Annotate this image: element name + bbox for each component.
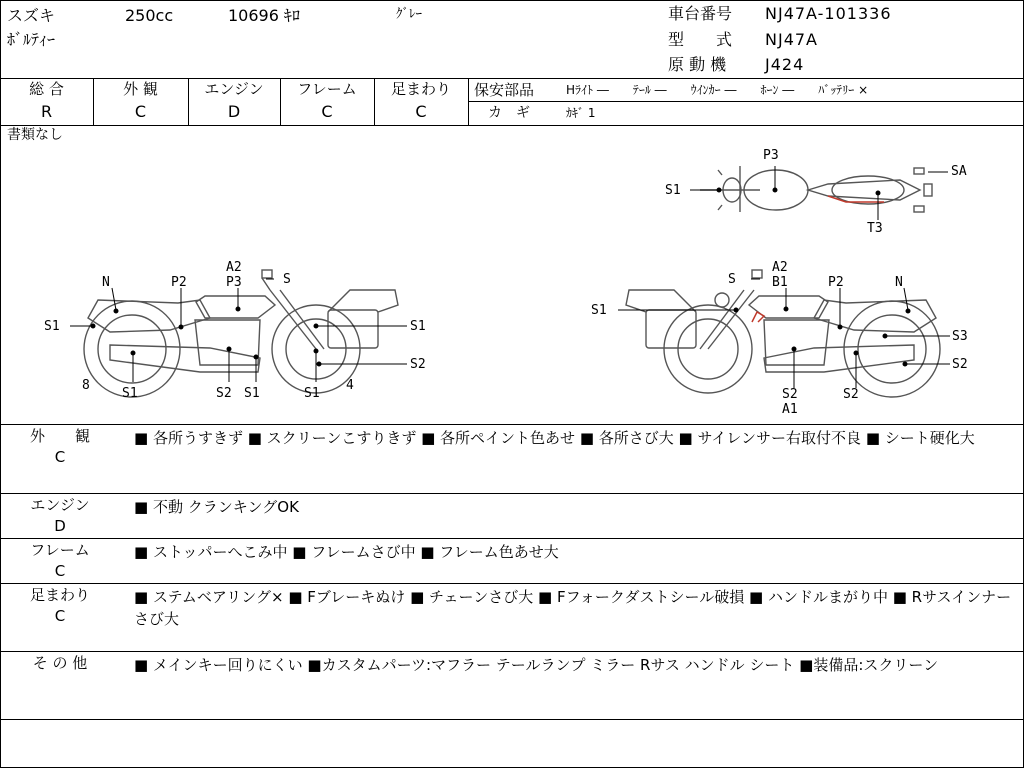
rating-label-exterior: 外 観 xyxy=(123,80,158,98)
displacement: 250cc xyxy=(125,6,174,25)
section-grade-engine: D xyxy=(54,517,66,535)
divider xyxy=(0,493,1023,494)
diagram-label: S xyxy=(728,272,736,287)
section-title-engine: エンジン xyxy=(30,496,90,514)
diagram-label: 8 xyxy=(82,378,90,393)
rating-label-overall: 総 合 xyxy=(29,80,64,98)
diagram-label: B1 xyxy=(772,275,788,290)
diagram-label: N xyxy=(102,275,110,290)
section-text-exterior: ■ 各所うすきず ■ スクリーンこすりきず ■ 各所ペイント色あせ ■ 各所さび大 ■ サイレンサー右取付不良 ■ シート硬化大 xyxy=(134,429,975,447)
rating-grade-engine: D xyxy=(227,102,241,121)
rating-grade-exterior: C xyxy=(134,102,147,121)
diagram-label: S2 xyxy=(410,357,426,372)
model-name: ﾎﾞﾙﾃｨｰ xyxy=(7,30,56,49)
divider xyxy=(0,651,1023,652)
key-label: カ ギ xyxy=(488,105,530,121)
key-value: ｶｷﾞ 1 xyxy=(566,106,596,120)
section-title-suspension: 足まわり xyxy=(29,586,90,604)
diagram-label: 4 xyxy=(346,378,354,393)
rating-grade-overall: R xyxy=(40,102,53,121)
section-grade-exterior: C xyxy=(54,448,66,466)
rating-grade-suspension: C xyxy=(415,102,427,121)
rating-label-frame: フレーム xyxy=(297,80,357,98)
divider xyxy=(0,719,1023,720)
diagram-label: S1 xyxy=(591,303,607,318)
divider xyxy=(0,424,1023,425)
section-text-other: ■ メインキー回りにくい ■カスタムパーツ:マフラー テールランプ ミラー Rサス ハンドル シート ■装備品:スクリーン xyxy=(134,656,939,674)
type-value: NJ47A xyxy=(765,30,818,49)
safety-title: 保安部品 xyxy=(474,81,535,99)
documents-note: 書類なし xyxy=(7,127,63,143)
engine-label: 原 動 機 xyxy=(668,55,727,74)
section-title-frame: フレーム xyxy=(30,541,90,559)
diagram-label: S3 xyxy=(952,329,968,344)
section-text-engine: ■ 不動 クランキングOK xyxy=(134,498,299,516)
chassis-label: 車台番号 xyxy=(668,4,733,23)
diagram-label: A2 xyxy=(772,260,788,275)
section-grade-suspension: C xyxy=(54,607,66,625)
diagram-label: S2 xyxy=(216,386,232,401)
diagram-label: SA xyxy=(951,164,967,179)
engine-value: J424 xyxy=(765,55,805,74)
diagram-label: S1 xyxy=(122,386,138,401)
diagram-label: S1 xyxy=(410,319,426,334)
section-title-other: そ の 他 xyxy=(32,654,88,672)
diagram-label: S1 xyxy=(304,386,320,401)
rating-label-suspension: 足まわり xyxy=(390,80,451,98)
diagram-label: P3 xyxy=(763,148,779,163)
rating-label-engine: エンジン xyxy=(204,80,264,98)
diagram-label: S2 xyxy=(843,387,859,402)
color: ｸﾞﾚｰ xyxy=(396,7,422,22)
divider xyxy=(0,538,1023,539)
section-title-exterior: 外 観 xyxy=(29,427,90,445)
section-text-suspension: ■ ステムベアリング× ■ Fブレーキぬけ ■ チェーンさび大 ■ Fフォークダストシール破損 ■ ハンドルまがり中 ■ Rサスインナーさび大 xyxy=(134,588,1012,628)
diagram-label: S2 xyxy=(782,387,798,402)
diagram-label: A2 xyxy=(226,260,242,275)
mileage: 10696 ｷﾛ xyxy=(228,6,300,25)
section-grade-frame: C xyxy=(54,562,66,580)
rating-grade-frame: C xyxy=(321,102,333,121)
maker: スズキ xyxy=(7,6,56,25)
type-label: 型 式 xyxy=(668,30,733,49)
section-text-frame: ■ ストッパーへこみ中 ■ フレームさび中 ■ フレーム色あせ大 xyxy=(134,543,559,561)
diagram-label: S2 xyxy=(952,357,968,372)
diagram-label: N xyxy=(895,275,903,290)
diagram-label: S xyxy=(283,272,291,287)
diagram-label: T3 xyxy=(867,221,883,236)
diagram-label: P2 xyxy=(828,275,844,290)
diagram-label: P2 xyxy=(171,275,187,290)
chassis-value: NJ47A-101336 xyxy=(765,4,892,23)
diagram-label: A1 xyxy=(782,402,798,417)
diagram-label: S1 xyxy=(244,386,260,401)
diagram-label: P3 xyxy=(226,275,242,290)
divider xyxy=(0,583,1023,584)
diagram-label: S1 xyxy=(44,319,60,334)
diagram-label: S1 xyxy=(665,183,681,198)
safety-items: Hﾗｲﾄ ― ﾃｰﾙ ― ｳｲﾝｶｰ ― ﾎｰﾝ ― ﾊﾞｯﾃﾘｰ × xyxy=(566,83,869,97)
